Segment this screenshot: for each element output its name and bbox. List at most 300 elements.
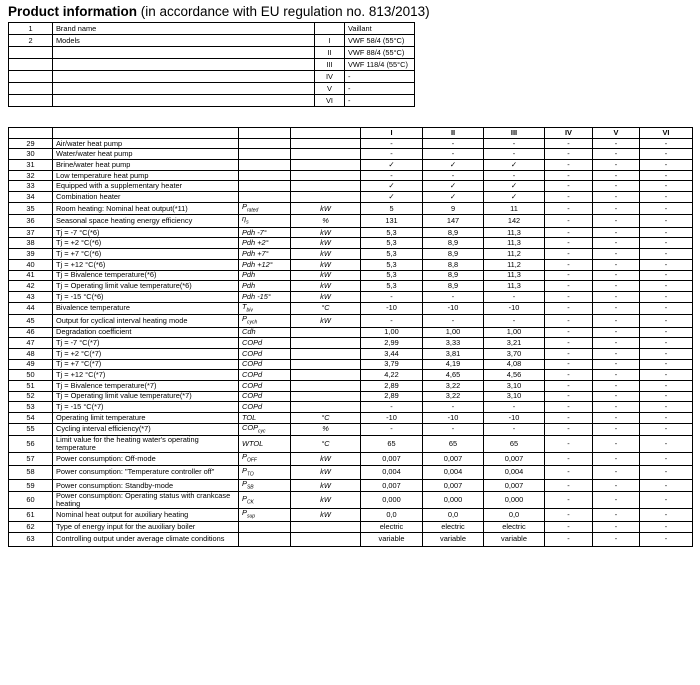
row-symbol <box>239 138 291 149</box>
value-cell: 4,56 <box>484 370 545 381</box>
column-header: V <box>593 128 640 139</box>
row-number: 29 <box>9 138 53 149</box>
spec-row <box>9 521 693 532</box>
value-cell: - <box>361 423 423 435</box>
value-cell: - <box>545 227 593 238</box>
symbol-text: Pdh +7° <box>242 248 269 258</box>
value-cell: - <box>545 160 593 171</box>
row-number: 51 <box>9 380 53 391</box>
symbol-text: COP <box>242 423 259 432</box>
value-cell: variable <box>423 532 484 546</box>
value-cell: 0,007 <box>484 453 545 465</box>
value-cell: 131 <box>361 215 423 227</box>
value-cell: - <box>545 338 593 349</box>
value-cell: 0,004 <box>484 465 545 479</box>
value-cell: - <box>640 465 693 479</box>
value-cell: - <box>640 281 693 292</box>
row-label: Tj = +12 °C(*7) <box>53 370 239 381</box>
value-cell: - <box>423 402 484 413</box>
value-cell: - <box>640 315 693 327</box>
value-cell: electric <box>361 521 423 532</box>
value-cell: - <box>545 479 593 491</box>
spec-row <box>9 270 693 281</box>
row-number: 2 <box>9 35 53 47</box>
row-number: 43 <box>9 291 53 302</box>
row-number: 49 <box>9 359 53 370</box>
value-cell: - <box>593 359 640 370</box>
value-cell: - <box>640 259 693 270</box>
symbol-text: T <box>242 302 247 311</box>
row-unit: kW <box>291 238 361 249</box>
row-label <box>53 95 315 107</box>
row-number: 32 <box>9 170 53 181</box>
row-number: 37 <box>9 227 53 238</box>
value-cell: 1,00 <box>361 327 423 338</box>
row-number: 62 <box>9 521 53 532</box>
value-cell: - <box>640 453 693 465</box>
value-cell: - <box>640 249 693 260</box>
hdr-blank-n <box>9 128 53 139</box>
hdr-blank-sym <box>239 128 291 139</box>
value-cell: - <box>593 338 640 349</box>
symbol-subscript: s <box>246 219 249 226</box>
value-cell: 2,89 <box>361 391 423 402</box>
value-cell: variable <box>484 532 545 546</box>
value-cell: - <box>545 532 593 546</box>
row-symbol <box>239 170 291 181</box>
row-label: Tj = Operating limit value temperature(*7) <box>53 391 239 402</box>
row-number: 44 <box>9 302 53 314</box>
model-value: - <box>345 83 415 95</box>
value-cell: - <box>640 380 693 391</box>
row-number: 36 <box>9 215 53 227</box>
symbol-text: Pdh +2° <box>242 238 269 248</box>
row-label: Output for cyclical interval heating mode <box>53 315 239 327</box>
row-label: Type of energy input for the auxiliary boiler <box>53 521 239 532</box>
model-index <box>315 23 345 35</box>
row-number: 39 <box>9 249 53 260</box>
value-cell: - <box>640 149 693 160</box>
models-row <box>9 59 415 71</box>
value-cell: - <box>593 281 640 292</box>
row-label: Bivalence temperature <box>53 302 239 314</box>
row-unit: kW <box>291 453 361 465</box>
value-cell: - <box>640 492 693 509</box>
row-label: Power consumption: Off-mode <box>53 453 239 465</box>
row-symbol <box>239 509 291 521</box>
value-cell: - <box>593 423 640 435</box>
symbol-text: Pdh +12° <box>242 259 273 269</box>
row-number: 56 <box>9 436 53 453</box>
symbol-subscript: TO <box>246 471 254 477</box>
row-label: Tj = Bivalence temperature(*7) <box>53 380 239 391</box>
row-symbol <box>239 181 291 192</box>
value-cell: 3,79 <box>361 359 423 370</box>
row-number: 60 <box>9 492 53 509</box>
row-unit: kW <box>291 202 361 214</box>
value-cell: - <box>484 170 545 181</box>
row-label: Models <box>53 35 315 47</box>
spec-row <box>9 202 693 214</box>
column-header: IV <box>545 128 593 139</box>
row-label: Tj = +2 °C(*7) <box>53 348 239 359</box>
value-cell: 0,000 <box>484 492 545 509</box>
symbol-text: P <box>242 508 247 518</box>
value-cell: - <box>593 402 640 413</box>
value-cell: 3,44 <box>361 348 423 359</box>
row-unit <box>291 192 361 203</box>
row-label <box>53 71 315 83</box>
row-unit <box>291 138 361 149</box>
spec-row <box>9 291 693 302</box>
value-cell: 2,99 <box>361 338 423 349</box>
row-number: 33 <box>9 181 53 192</box>
value-cell: - <box>361 170 423 181</box>
row-label: Tj = -7 °C(*6) <box>53 227 239 238</box>
value-cell: - <box>640 160 693 171</box>
value-cell: - <box>361 138 423 149</box>
value-cell: - <box>593 160 640 171</box>
models-row <box>9 71 415 83</box>
symbol-text: Cdh <box>242 327 256 337</box>
value-cell: 0,007 <box>423 479 484 491</box>
spec-row <box>9 181 693 192</box>
value-cell: - <box>545 215 593 227</box>
row-label: Tj = +7 °C(*6) <box>53 249 239 260</box>
row-number: 63 <box>9 532 53 546</box>
value-cell: - <box>593 170 640 181</box>
value-cell: 3,22 <box>423 391 484 402</box>
row-unit <box>291 359 361 370</box>
model-index: I <box>315 35 345 47</box>
symbol-text: Pdh -7° <box>242 227 267 237</box>
spec-row <box>9 465 693 479</box>
row-label: Air/water heat pump <box>53 138 239 149</box>
row-label: Combination heater <box>53 192 239 203</box>
models-row <box>9 23 415 35</box>
spec-row <box>9 327 693 338</box>
value-cell: - <box>423 423 484 435</box>
row-number: 1 <box>9 23 53 35</box>
symbol-text: COPd <box>242 338 263 348</box>
spec-row <box>9 259 693 270</box>
value-cell: ✓ <box>423 192 484 203</box>
value-cell: - <box>484 149 545 160</box>
row-label: Equipped with a supplementary heater <box>53 181 239 192</box>
row-unit: kW <box>291 227 361 238</box>
value-cell: - <box>423 291 484 302</box>
symbol-text: COPd <box>242 402 263 412</box>
spec-row <box>9 479 693 491</box>
value-cell: - <box>545 181 593 192</box>
spec-row <box>9 423 693 435</box>
value-cell: 8,9 <box>423 270 484 281</box>
row-number <box>9 95 53 107</box>
row-label: Degradation coefficient <box>53 327 239 338</box>
value-cell: - <box>640 391 693 402</box>
row-unit <box>291 370 361 381</box>
row-symbol <box>239 391 291 402</box>
row-number: 52 <box>9 391 53 402</box>
model-value: - <box>345 71 415 83</box>
value-cell: - <box>593 149 640 160</box>
row-unit <box>291 532 361 546</box>
spec-row <box>9 302 693 314</box>
model-index: IV <box>315 71 345 83</box>
value-cell: - <box>640 227 693 238</box>
value-cell: - <box>593 509 640 521</box>
value-cell: - <box>640 238 693 249</box>
row-label: Cycling interval efficiency(*7) <box>53 423 239 435</box>
symbol-text: TOL <box>242 412 257 422</box>
value-cell: - <box>640 327 693 338</box>
spec-row <box>9 370 693 381</box>
symbol-text: Pdh <box>242 281 256 291</box>
value-cell: 8,9 <box>423 281 484 292</box>
value-cell: - <box>361 149 423 160</box>
value-cell: - <box>545 370 593 381</box>
symbol-subscript: CK <box>246 499 254 506</box>
value-cell: - <box>545 202 593 214</box>
model-value: - <box>345 95 415 107</box>
symbol-subscript: sup <box>246 513 255 520</box>
row-unit: kW <box>291 281 361 292</box>
model-index: II <box>315 47 345 59</box>
value-cell: - <box>593 348 640 359</box>
row-unit <box>291 402 361 413</box>
row-symbol <box>239 465 291 479</box>
row-label: Nominal heat output for auxiliary heating <box>53 509 239 521</box>
value-cell: - <box>640 509 693 521</box>
value-cell: - <box>545 521 593 532</box>
value-cell: -10 <box>361 302 423 314</box>
value-cell: - <box>361 291 423 302</box>
row-unit <box>291 327 361 338</box>
value-cell: - <box>640 181 693 192</box>
row-symbol <box>239 370 291 381</box>
row-unit: kW <box>291 291 361 302</box>
value-cell: - <box>640 348 693 359</box>
model-value: VWF 118/4 (55°C) <box>345 59 415 71</box>
row-symbol <box>239 492 291 509</box>
models-row <box>9 47 415 59</box>
row-number: 48 <box>9 348 53 359</box>
symbol-text: P <box>242 452 247 462</box>
row-number: 57 <box>9 453 53 465</box>
column-header: VI <box>640 128 693 139</box>
value-cell: - <box>640 413 693 424</box>
row-unit: °C <box>291 436 361 453</box>
value-cell: - <box>593 521 640 532</box>
row-unit <box>291 348 361 359</box>
spec-row <box>9 436 693 453</box>
value-cell: 5,3 <box>361 281 423 292</box>
row-unit: kW <box>291 465 361 479</box>
value-cell: - <box>593 380 640 391</box>
value-cell: - <box>593 413 640 424</box>
row-number: 50 <box>9 370 53 381</box>
value-cell: - <box>545 270 593 281</box>
value-cell: - <box>545 192 593 203</box>
value-cell: 0,000 <box>423 492 484 509</box>
spec-row <box>9 215 693 227</box>
value-cell: - <box>593 202 640 214</box>
value-cell: - <box>593 238 640 249</box>
value-cell: -10 <box>423 413 484 424</box>
value-cell: - <box>361 315 423 327</box>
row-unit <box>291 380 361 391</box>
row-label: Limit value for the heating water's operating temperature <box>53 436 239 453</box>
spec-row <box>9 348 693 359</box>
value-cell: 3,10 <box>484 391 545 402</box>
row-unit <box>291 160 361 171</box>
column-header: I <box>361 128 423 139</box>
value-cell: - <box>545 509 593 521</box>
symbol-text: P <box>242 465 247 475</box>
spec-row <box>9 338 693 349</box>
value-cell: - <box>545 315 593 327</box>
value-cell: 8,9 <box>423 227 484 238</box>
value-cell: 5,3 <box>361 227 423 238</box>
value-cell: 3,22 <box>423 380 484 391</box>
value-cell: - <box>545 249 593 260</box>
symbol-text: WTOL <box>242 439 264 449</box>
value-cell: - <box>545 453 593 465</box>
column-header: III <box>484 128 545 139</box>
model-value: Vaillant <box>345 23 415 35</box>
value-cell: - <box>640 370 693 381</box>
row-label: Operating limit temperature <box>53 413 239 424</box>
value-cell: ✓ <box>484 192 545 203</box>
value-cell: ✓ <box>361 160 423 171</box>
value-cell: - <box>640 436 693 453</box>
value-cell: - <box>545 391 593 402</box>
symbol-subscript: rated <box>246 207 259 214</box>
spec-row <box>9 315 693 327</box>
row-symbol <box>239 413 291 424</box>
row-label: Tj = -7 °C(*7) <box>53 338 239 349</box>
row-number: 42 <box>9 281 53 292</box>
value-cell: ✓ <box>361 192 423 203</box>
value-cell: - <box>423 149 484 160</box>
symbol-text: Pdh <box>242 270 256 280</box>
row-unit: kW <box>291 315 361 327</box>
row-label: Tj = Operating limit value temperature(*6) <box>53 281 239 292</box>
symbol-text: COPd <box>242 359 263 369</box>
value-cell: ✓ <box>423 160 484 171</box>
row-label <box>53 59 315 71</box>
spec-row <box>9 160 693 171</box>
symbol-text: η <box>242 214 247 224</box>
value-cell: - <box>545 327 593 338</box>
value-cell: 0,007 <box>361 479 423 491</box>
value-cell: - <box>593 291 640 302</box>
symbol-text: COPd <box>242 348 263 358</box>
value-cell: 1,00 <box>423 327 484 338</box>
value-cell: - <box>640 479 693 491</box>
value-cell: - <box>593 138 640 149</box>
value-cell: 8,9 <box>423 249 484 260</box>
value-cell: ✓ <box>361 181 423 192</box>
row-symbol <box>239 249 291 260</box>
value-cell: 0,007 <box>484 479 545 491</box>
row-number: 53 <box>9 402 53 413</box>
row-symbol <box>239 215 291 227</box>
spec-row <box>9 532 693 546</box>
value-cell: - <box>640 138 693 149</box>
value-cell: variable <box>361 532 423 546</box>
row-label: Power consumption: "Temperature controller off" <box>53 465 239 479</box>
symbol-text: P <box>242 314 247 324</box>
value-cell: 11,3 <box>484 281 545 292</box>
row-symbol <box>239 327 291 338</box>
value-cell: 0,0 <box>423 509 484 521</box>
row-symbol <box>239 423 291 435</box>
spec-row <box>9 380 693 391</box>
value-cell: 3,21 <box>484 338 545 349</box>
value-cell: 1,00 <box>484 327 545 338</box>
row-symbol <box>239 160 291 171</box>
value-cell: - <box>545 238 593 249</box>
value-cell: -10 <box>484 302 545 314</box>
page-title <box>8 4 430 19</box>
row-label: Room heating: Nominal heat output(*11) <box>53 202 239 214</box>
value-cell: - <box>640 291 693 302</box>
row-symbol <box>239 315 291 327</box>
value-cell: electric <box>423 521 484 532</box>
row-symbol <box>239 202 291 214</box>
models-row <box>9 95 415 107</box>
value-cell: - <box>423 170 484 181</box>
row-unit: % <box>291 215 361 227</box>
row-symbol <box>239 532 291 546</box>
value-cell: - <box>640 359 693 370</box>
value-cell: - <box>640 521 693 532</box>
value-cell: - <box>423 315 484 327</box>
row-label: Low temperature heat pump <box>53 170 239 181</box>
value-cell: - <box>593 249 640 260</box>
row-label: Tj = +12 °C(*6) <box>53 259 239 270</box>
row-label: Tj = +2 °C(*6) <box>53 238 239 249</box>
hdr-blank-unit <box>291 128 361 139</box>
row-symbol <box>239 380 291 391</box>
value-cell: - <box>545 423 593 435</box>
value-cell: - <box>545 259 593 270</box>
row-label <box>53 83 315 95</box>
row-number <box>9 47 53 59</box>
value-cell: - <box>484 291 545 302</box>
value-cell: - <box>545 302 593 314</box>
value-cell: - <box>593 532 640 546</box>
value-cell: - <box>640 423 693 435</box>
row-number: 45 <box>9 315 53 327</box>
model-index: III <box>315 59 345 71</box>
row-number: 31 <box>9 160 53 171</box>
model-value: VWF 58/4 (55°C) <box>345 35 415 47</box>
value-cell: 0,000 <box>361 492 423 509</box>
spec-row <box>9 192 693 203</box>
value-cell: - <box>593 215 640 227</box>
hdr-blank-label <box>53 128 239 139</box>
value-cell: 4,22 <box>361 370 423 381</box>
value-cell: 0,0 <box>361 509 423 521</box>
spec-row <box>9 138 693 149</box>
value-cell: 11,2 <box>484 259 545 270</box>
symbol-subscript: biv <box>246 307 253 314</box>
value-cell: - <box>640 215 693 227</box>
value-cell: - <box>640 402 693 413</box>
row-label: Tj = Bivalence temperature(*6) <box>53 270 239 281</box>
